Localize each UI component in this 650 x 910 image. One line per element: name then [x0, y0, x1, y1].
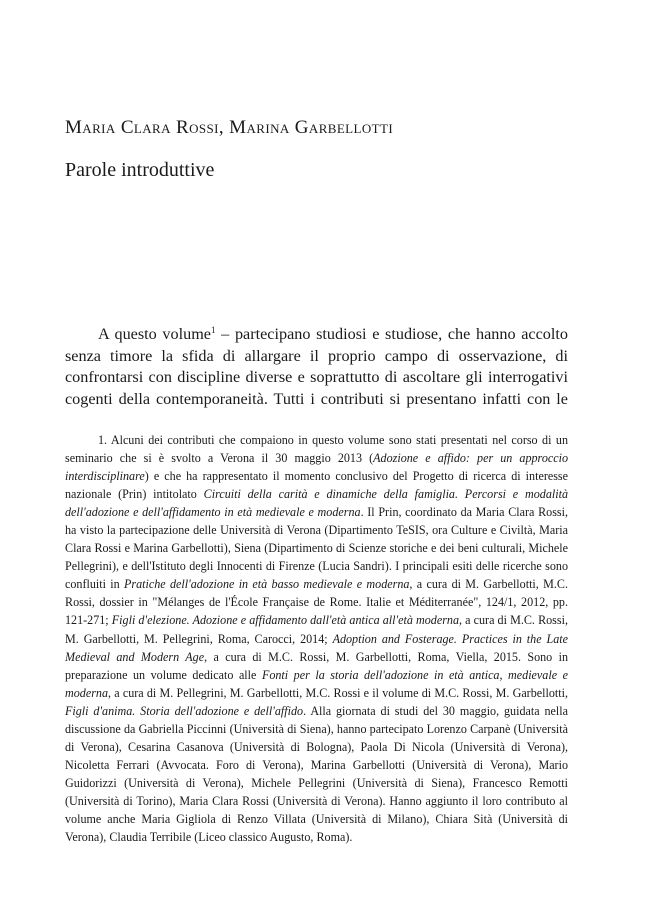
footnote-italic-title: Circuiti della carità e dinamiche della famiglia. Percorsi e modalità dell'adozione e dell'affidamento in età medievale e moderna — [65, 487, 568, 520]
footnote-text: . Alla giornata di studi del 30 maggio, guidata nella discussione da Gabriella Piccinni (Università di Siena), hanno partecipato Lorenzo Carpanè (Università di Verona), Cesarina Casanova (Università di Bologna), Paola Di Nicola (Università di Verona), Nicoletta Ferrari (Avvocata. Foro di Verona), Marina Garbellotti (Università di Verona), Mario Guidorizzi (Università di Verona), Michele Pellegrini (Università di Siena), Francesco Remotti (Università di Torino), Maria Clara Rossi (Università di Verona). Hanno aggiunto il loro contributo al volume anche Maria Gigliola di Renzo Villata (Università di Milano), Chiara Sità (Università di Verona), Claudia Terribile (Liceo classico Augusto, Roma). — [65, 703, 568, 845]
footnote-italic-title: Figli d'elezione. Adozione e affidamento dall'età antica all'età moderna — [111, 613, 459, 628]
footnote-italic-title: Fonti per la storia dell'adozione in età antica, medievale e moderna — [65, 667, 568, 700]
footnote-reference: 1 — [210, 325, 216, 335]
chapter-title: Parole introduttive — [65, 159, 215, 181]
footnote-text: ) e che ha rappresentato il momento conclusivo del Progetto di ricerca di interesse nazionale (Prin) intitolato — [65, 469, 568, 502]
footnote-text: 1. Alcuni dei contributi che compaiono in questo volume sono stati presentati nel corso di un seminario che si è svolto a Verona il 30 maggio 2013 ( — [65, 433, 568, 466]
footnote-text: , a cura di M. Garbellotti, M.C. Rossi, dossier in "Mélanges de l'École Française de Rome. Italie et Méditerranée", 124/1, 2012, pp. 121-271; — [65, 577, 568, 628]
body-paragraph — [65, 324, 568, 410]
body-text-start: A questo volume — [98, 325, 211, 343]
footnote-italic-title: Adoption and Fosterage. Practices in the Late Medieval and Modern Age — [65, 631, 568, 664]
footnote-italic-title: Adozione e affido: per un approccio interdisciplinare — [65, 451, 569, 484]
footnote-italic-title: Figli d'anima. Storia dell'adozione e dell'affido — [65, 703, 304, 718]
footnote-italic-title: Pratiche dell'adozione in età basso medievale e moderna — [124, 577, 410, 592]
author-names: Maria Clara Rossi, Marina Garbellotti — [65, 117, 394, 138]
footnote-text: , a cura di M.C. Rossi, M. Garbellotti, M. Pellegrini, Roma, Carocci, 2014; — [65, 613, 568, 646]
body-text-rest: – partecipano studiosi e studiose, che hanno accolto senza timore la sfida di allargare il proprio campo di osservazione, di confrontarsi con discipline diverse e soprattutto di ascoltare gli interrogativi cogenti della contemporaneità. Tutti i contributi si presentano infatti con le — [65, 325, 568, 408]
footnote-text: . Il Prin, coordinato da Maria Clara Rossi, ha visto la partecipazione delle Università di Verona (Dipartimento TeSIS, ora Culture e Civiltà, Maria Clara Rossi e Marina Garbellotti), Siena (Dipartimento di Scienze storiche e dei beni culturali, Michele Pellegrini), e dell'Istituto degli Innocenti di Firenze (Lucia Sandri). I principali esiti delle ricerche sono confluiti in — [65, 505, 568, 592]
footnote-text: , a cura di M.C. Rossi, M. Garbellotti, Roma, Viella, 2015. Sono in preparazione un volume dedicato alle — [65, 649, 568, 682]
footnote-text: , a cura di M. Pellegrini, M. Garbellotti, M.C. Rossi e il volume di M.C. Rossi, M. Garbellotti, — [108, 685, 568, 700]
footnote-1 — [65, 431, 568, 846]
